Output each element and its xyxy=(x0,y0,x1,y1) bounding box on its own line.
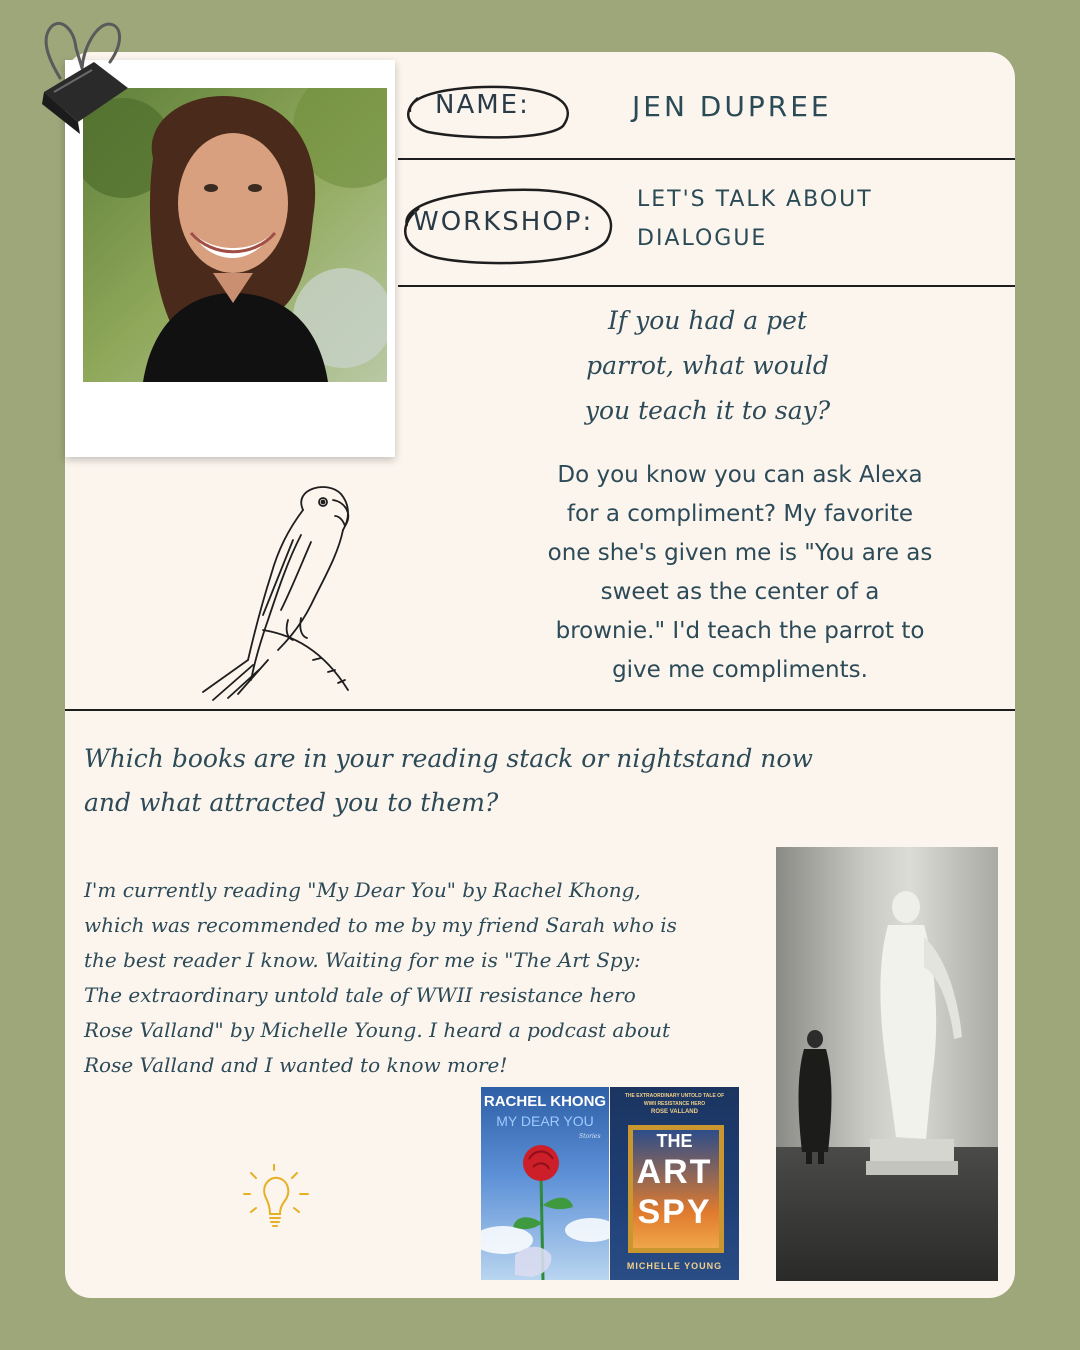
question-1-line: you teach it to say? xyxy=(584,396,831,425)
book-cover-my-dear-you xyxy=(481,1087,609,1280)
answer-2-line: Rose Valland" by Michelle Young. I heard a podcast about xyxy=(84,1018,671,1042)
divider xyxy=(398,285,1015,287)
workshop-line-1: LET'S TALK ABOUT xyxy=(637,187,873,212)
book-2-title-1: THE xyxy=(656,1131,693,1151)
answer-1-line: brownie." I'd teach the parrot to xyxy=(555,618,925,644)
binder-clip-icon xyxy=(30,18,140,136)
answer-2-line: which was recommended to me by my friend Sarah who is xyxy=(84,913,677,937)
question-2-line: and what attracted you to them? xyxy=(84,788,499,817)
book-1-author: RACHEL KHONG xyxy=(483,1093,607,1110)
workshop-label: WORKSHOP: xyxy=(413,207,594,237)
answer-1-line: for a compliment? My favorite xyxy=(566,501,914,527)
rose-illustration xyxy=(481,1135,609,1280)
book-2-author: MICHELLE YOUNG xyxy=(626,1261,723,1271)
answer-1-line: Do you know you can ask Alexa xyxy=(557,462,923,488)
historical-photo xyxy=(776,847,998,1281)
workshop-line-2: DIALOGUE xyxy=(637,226,768,251)
answer-1-line: one she's given me is "You are as xyxy=(547,540,933,566)
book-2-title-3: SPY xyxy=(637,1193,712,1231)
question-1-line: If you had a pet xyxy=(608,306,807,335)
answer-2-line: the best reader I know. Waiting for me is "The Art Spy: xyxy=(84,948,641,972)
answer-1-line: sweet as the center of a xyxy=(600,579,880,605)
question-1-line: parrot, what would xyxy=(586,351,829,380)
book-2-top-line-1: THE EXTRAORDINARY UNTOLD TALE OF xyxy=(624,1093,725,1099)
book-cover-art-spy xyxy=(610,1087,739,1280)
answer-2-line: I'm currently reading "My Dear You" by Rachel Khong, xyxy=(84,878,641,902)
statue-figure xyxy=(866,877,986,1177)
answer-1-line: give me compliments. xyxy=(612,657,868,683)
standing-woman xyxy=(790,1027,840,1167)
name-label: NAME: xyxy=(435,90,530,120)
book-2-top-line-2: WWII RESISTANCE HERO xyxy=(643,1101,706,1107)
name-value: JEN DUPREE xyxy=(632,90,832,123)
answer-2-line: The extraordinary untold tale of WWII resistance hero xyxy=(84,983,636,1007)
answer-2-line: Rose Valland and I wanted to know more! xyxy=(84,1053,508,1077)
lightbulb-icon xyxy=(240,1164,312,1236)
parrot-icon xyxy=(193,480,353,702)
divider xyxy=(65,709,1015,711)
book-2-top-line-3: ROSE VALLAND xyxy=(651,1109,698,1115)
book-2-title-2: ART xyxy=(636,1153,713,1191)
book-1-tag: Stories xyxy=(579,1133,601,1140)
divider xyxy=(398,158,1015,160)
book-1-title: MY DEAR YOU xyxy=(496,1113,594,1129)
question-2-line: Which books are in your reading stack or nightstand now xyxy=(84,744,813,773)
